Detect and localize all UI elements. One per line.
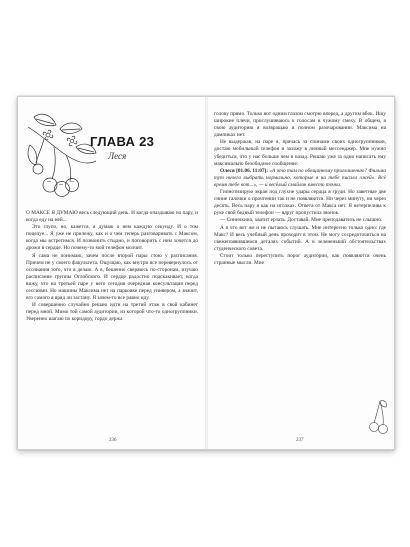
paragraph: Не выдержав, на паре я, прячась за спинами своих одногруппников, достаю мобильный телефон и захожу в личный мессенджер. Мне нужно убедиться, что у нас больше чем в назад. Решаю уже за одно написать ему максимально безобидное сообщение:	[214, 139, 386, 167]
right-page-text	[214, 111, 386, 267]
paragraph: О МАКСЕ Я ДУМАЮ весь следующий день. И когда опаздываю на пару, и когда еду на ней...	[26, 210, 198, 224]
chapter-subtitle: Леся	[108, 151, 127, 161]
paragraph: Я сама не понимаю, зачем после второй пары стою у расписания. Причем не у своего факультета. Ощущаю, как внутри все перевернулось от осознания того, что я делаю. А я, бешенно сверяюсь по-сторонам, изучаю расписание группы Оглобского. И сердце радостно подскакивает, когда вижу, что на третьей паре у него сегодня очередная консультация перед сессиями. Но машины Максима нет на парковке перед универом, а значит, его самого я вряд ли застану. Я зачем-то все равно иду.	[26, 252, 198, 302]
chapter-title: ГЛАВА 23	[90, 134, 155, 149]
message-text: «А что там по обещанному приглашению? Фильма тут ничего выбрать нормально, которые я на тебе писала лжей». Всё время тебе вот...», — и весёлый смайлик вместо точки.	[214, 167, 386, 188]
message-label: Олеся [01.06. 11:07]:	[220, 167, 269, 174]
paragraph: А я что вот же и не пытаюсь слушать. Мне интересно только одно: где Макс? И весь учебный день проходит в этом. Не могу сосредоточиться на свежепоявившемся деталях событий. А в зелененький обстоятельствах студенческого совета.	[214, 224, 386, 252]
page-number: 237	[296, 438, 304, 443]
paragraph: Стоит только переступить порог аудитории, как появляются очень странные мысли. Мне	[214, 252, 386, 266]
book-spread	[17, 96, 395, 450]
message-paragraph	[214, 168, 386, 189]
right-page	[208, 97, 394, 449]
left-page-text	[26, 210, 198, 324]
paragraph: голову прямо. Только вот одним глазом смотрю вперед, а другим вбок. Ищу широкие плечи, прислушиваюсь к голосам и чужому смеху. В общем, я свою аудиторию я возвращаю в полном разочаровании. Максима на дампиках нет.	[214, 111, 386, 139]
left-page	[18, 97, 205, 449]
paragraph: Это глупо, но, кажется, я думаю о нем каждую секунду. И о том поцелуе... Я уже не прилежу, как и о чем теперь разговаривать с Максом, когда мы встретимся. И позвонить стыдно, и поговорить с ним хочется до дрожи в сердце. Но почему-то мой телефон молчит.	[26, 224, 198, 252]
page-number: 236	[109, 438, 117, 443]
paragraph: И совершенно случайно решаю идти на третий этаж в свой кабинет перед мной. Мимо той самой аудитории, из которой что-то одногруппники. Уверенно шагаю по коридору, гордо держа	[26, 302, 198, 323]
cherry-branch-illustration	[26, 107, 98, 207]
cherry-corner-illustration	[368, 399, 390, 435]
paragraph: Гипнотизирую экран под глухие удары сердца в груди. Но заветные две синие галочки о прочтении так и не появляются. Ни через минуту, ни через десять. Весь пару я как на иголках. Ответа от Макса нет. Я нетерпелива к руке свой бедный телефон — вдруг пропустила звонок.	[214, 189, 386, 217]
paragraph: — Синичкина, хватит ерзать. Доставай. Мне преподаватель не слышно.	[220, 217, 383, 224]
